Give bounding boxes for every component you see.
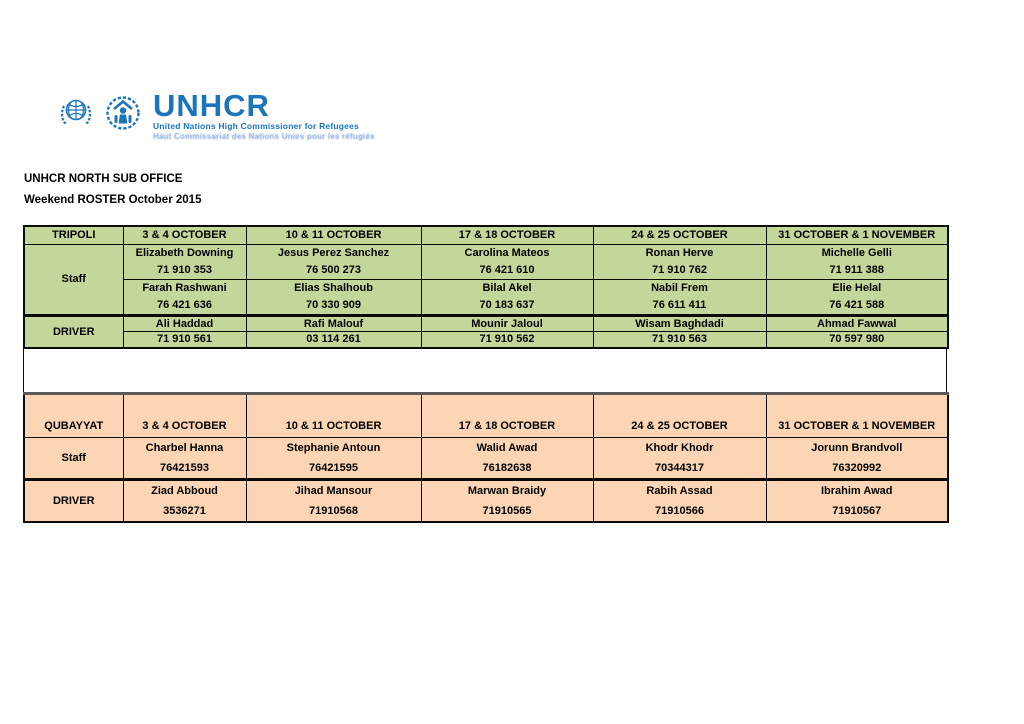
staff-name: Ronan Herve — [645, 246, 714, 259]
driver-phone: 70 597 980 — [766, 331, 948, 348]
staff-phone: 71 911 388 — [829, 263, 884, 276]
driver-name: Ziad Abboud — [151, 485, 218, 497]
driver-phone: 71910568 — [309, 505, 358, 517]
staff-phone: 76182638 — [482, 462, 532, 474]
staff-name: Jesus Perez Sanchez — [277, 246, 390, 259]
logo-acronym: UNHCR — [153, 88, 270, 123]
driver-label-cell: DRIVER — [24, 315, 123, 348]
driver-name: Ahmad Fawwal — [766, 315, 948, 331]
staff-name: Stephanie Antoun — [286, 442, 381, 454]
driver-name: Jihad Mansour — [294, 485, 373, 497]
driver-name: Wisam Baghdadi — [593, 315, 766, 331]
driver-name: Marwan Braidy — [467, 485, 547, 497]
qubayyat-title-cell: QUBAYYAT — [24, 394, 123, 438]
un-emblem-icon — [55, 92, 97, 134]
staff-phone: 76 421 588 — [829, 298, 885, 311]
staff-phone: 71 910 353 — [156, 263, 213, 276]
tripoli-table — [23, 225, 949, 349]
column-header: 10 & 11 OCTOBER — [246, 394, 421, 438]
staff-phone: 76 421 636 — [156, 298, 213, 311]
staff-phone: 76 421 610 — [479, 263, 535, 276]
logo-tagline-en: United Nations High Commissioner for Refugees — [153, 121, 359, 131]
staff-name: Walid Awad — [476, 442, 538, 454]
office-title: UNHCR NORTH SUB OFFICE — [24, 173, 183, 185]
column-header: 10 & 11 OCTOBER — [246, 226, 421, 244]
staff-name: Elias Shalhoub — [294, 281, 373, 294]
staff-cell — [123, 244, 246, 279]
column-header: 17 & 18 OCTOBER — [421, 226, 593, 244]
staff-phone: 70344317 — [655, 462, 704, 474]
driver-phone: 03 114 261 — [246, 331, 421, 348]
staff-cell — [246, 279, 421, 315]
staff-cell — [766, 438, 948, 480]
unhcr-emblem-icon — [102, 92, 144, 134]
column-header: 24 & 25 OCTOBER — [593, 394, 766, 438]
tripoli-title-cell: TRIPOLI — [24, 226, 123, 244]
logo-tagline-fr: Haut Commissariat des Nations Unies pour les réfugiés — [153, 132, 375, 141]
staff-cell — [766, 244, 948, 279]
staff-name: Khodr Khodr — [645, 442, 714, 454]
table-spacer-row — [23, 349, 947, 392]
staff-name: Carolina Mateos — [464, 246, 550, 259]
qubayyat-table — [23, 392, 949, 523]
driver-phone: 71910567 — [832, 505, 882, 517]
staff-phone: 76 611 411 — [652, 298, 707, 311]
driver-name: Ibrahim Awad — [820, 485, 893, 497]
driver-name: Ali Haddad — [123, 315, 246, 331]
staff-cell — [593, 244, 766, 279]
staff-name: Bilal Akel — [482, 281, 532, 294]
staff-cell — [421, 438, 593, 480]
driver-phone: 71910566 — [655, 505, 704, 517]
column-header: 17 & 18 OCTOBER — [421, 394, 593, 438]
staff-name: Nabil Frem — [651, 281, 708, 294]
column-header: 24 & 25 OCTOBER — [593, 226, 766, 244]
column-header: 31 OCTOBER & 1 NOVEMBER — [766, 226, 948, 244]
logo-wordmark — [153, 88, 375, 141]
staff-cell — [246, 438, 421, 480]
driver-label-cell: DRIVER — [24, 480, 123, 523]
driver-cell — [766, 480, 948, 523]
staff-cell — [123, 438, 246, 480]
staff-name: Michelle Gelli — [821, 246, 892, 259]
staff-name: Jorunn Brandvoll — [811, 442, 903, 454]
staff-cell — [593, 438, 766, 480]
staff-phone: 76 500 273 — [305, 263, 362, 276]
staff-name: Farah Rashwani — [142, 281, 227, 294]
column-header: 31 OCTOBER & 1 NOVEMBER — [766, 394, 948, 438]
staff-cell — [593, 279, 766, 315]
unhcr-logo — [55, 88, 375, 141]
driver-cell — [593, 480, 766, 523]
staff-cell — [421, 279, 593, 315]
driver-phone: 71 910 562 — [421, 331, 593, 348]
driver-name: Rafi Malouf — [246, 315, 421, 331]
staff-name: Elizabeth Downing — [135, 246, 234, 259]
staff-cell — [421, 244, 593, 279]
driver-cell — [246, 480, 421, 523]
driver-phone: 71 910 561 — [123, 331, 246, 348]
staff-phone: 70 330 909 — [305, 298, 362, 311]
column-header: 3 & 4 OCTOBER — [123, 226, 246, 244]
staff-cell — [123, 279, 246, 315]
driver-phone: 3536271 — [163, 505, 206, 517]
staff-name: Elie Helal — [832, 281, 882, 294]
staff-label-cell: Staff — [24, 438, 123, 480]
driver-cell — [421, 480, 593, 523]
staff-label-cell: Staff — [24, 244, 123, 315]
column-header: 3 & 4 OCTOBER — [123, 394, 246, 438]
staff-name: Charbel Hanna — [145, 442, 224, 454]
driver-cell — [123, 480, 246, 523]
staff-phone: 76421593 — [160, 462, 209, 474]
staff-cell — [246, 244, 421, 279]
driver-phone: 71910565 — [482, 505, 532, 517]
staff-phone: 70 183 637 — [479, 298, 535, 311]
staff-cell — [766, 279, 948, 315]
staff-phone: 76421595 — [309, 462, 358, 474]
driver-name: Rabih Assad — [646, 485, 713, 497]
staff-phone: 71 910 762 — [651, 263, 708, 276]
staff-phone: 76320992 — [832, 462, 882, 474]
roster-subtitle: Weekend ROSTER October 2015 — [24, 194, 202, 206]
driver-name: Mounir Jaloul — [421, 315, 593, 331]
driver-phone: 71 910 563 — [593, 331, 766, 348]
